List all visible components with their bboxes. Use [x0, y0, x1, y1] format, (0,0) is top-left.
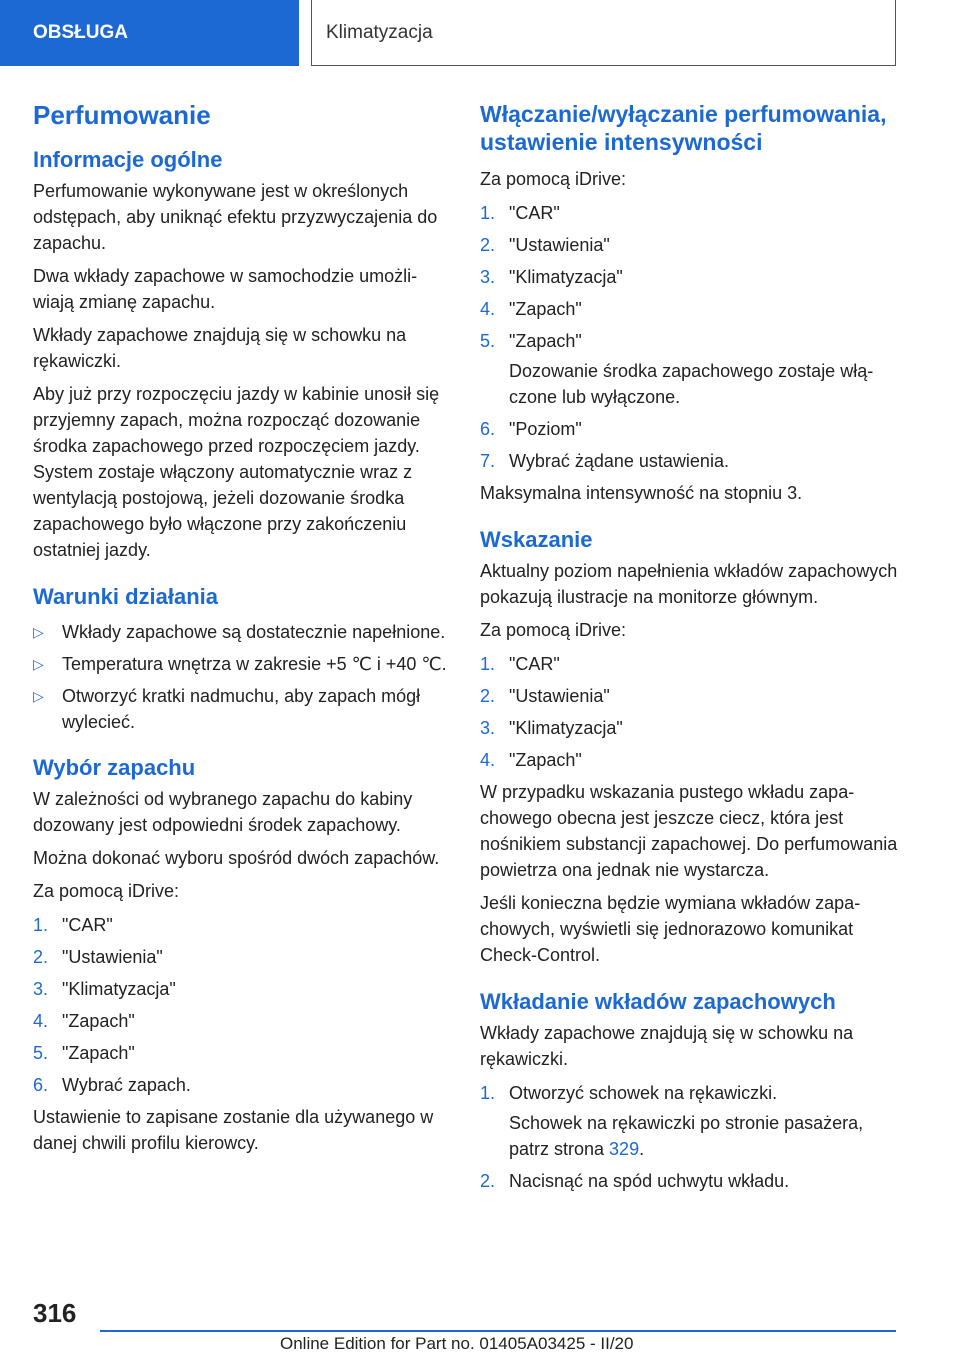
heading-insert: Wkładanie wkładów zapachowych: [480, 988, 836, 1014]
heading-display: Wskazanie: [480, 527, 593, 553]
step-item: 6. Wybrać zapach.: [33, 1074, 191, 1095]
heading-choice: Wybór zapachu: [33, 754, 196, 780]
conditions-list: [33, 619, 451, 735]
paragraph: Aktualny poziom napełnienia wkładów zapachowych pokazują ilustracje na monitorze głównym.: [480, 560, 898, 607]
step-item: 4. "Zapach": [480, 749, 582, 770]
paragraph: Jeśli konieczna będzie wymiana wkładów zapachowych, wyświetli się jednorazowo komunikat Check-Control.: [480, 892, 861, 965]
paragraph: Aby już przy rozpoczęciu jazdy w kabinie unosił się przyjemny zapach, można rozpocząć dozowanie środka zapachowego przed rozpoczęciem jazdy. System zostaje włączony automatycznie wraz z wentylacją postojową, jeżeli dozowanie środka zapachowego było włączone przy zakończeniu ostatniej jazdy.: [33, 384, 440, 561]
footer-edition: Online Edition for Part no. 01405A03425 - II/20: [280, 1334, 634, 1353]
paragraph: Perfumowanie wykonywane jest w określonych odstępach, aby uniknąć efektu przyzwyczajenia do zapachu.: [33, 181, 438, 254]
step-item: 2. "Ustawienia": [480, 235, 610, 256]
step-item: 3. "Klimatyzacja": [480, 267, 623, 288]
bullet-triangle-icon: ▷: [33, 687, 44, 704]
paragraph: Za pomocą iDrive:: [480, 169, 627, 190]
list-item: ▷ Wkłady zapachowe są dostatecznie napełnione.: [33, 619, 451, 645]
section-tab: [0, 0, 299, 66]
chapter-label: Klimatyzacja: [326, 21, 433, 43]
paragraph: Maksymalna intensywność na stopniu 3.: [480, 483, 803, 504]
step-item: 3. "Klimatyzacja": [33, 978, 176, 999]
section-label: OBSŁUGA: [33, 22, 128, 43]
page-reference-link[interactable]: 329: [609, 1138, 640, 1159]
paragraph: Wkłady zapachowe znajdują się w schowku na rękawiczki.: [480, 1022, 854, 1069]
paragraph: Można dokonać wyboru spośród dwóch zapachów.: [33, 847, 440, 868]
step-item: 1. Otworzyć schowek na rękawiczki. Schowek na rękawiczki po stronie pasażera, patrz strona 329.: [480, 1080, 900, 1162]
paragraph: Za pomocą iDrive:: [33, 880, 180, 901]
left-column: [33, 100, 451, 1163]
bullet-triangle-icon: ▷: [33, 623, 44, 640]
step-item: 2. Nacisnąć na spód uchwytu wkładu.: [480, 1170, 790, 1191]
page-header: [0, 0, 960, 66]
step-item: 4. "Zapach": [33, 1010, 135, 1031]
choice-steps: [33, 912, 451, 1098]
list-item: ▷ Temperatura wnętrza w zakresie +5 ℃ i +40 ℃.: [33, 651, 451, 677]
list-item: ▷ Otworzyć kratki nadmuchu, aby zapach mógł wylecieć.: [33, 683, 451, 735]
heading-onoff: Włączanie/wyłączanie perfumowania, ustawienie intensywności: [480, 101, 887, 156]
step-item: 1. "CAR": [480, 203, 560, 224]
step-note: Dozowanie środka zapachowego zostaje włączone lub wyłączone.: [509, 361, 874, 408]
onoff-steps: [480, 200, 900, 474]
heading-conditions: Warunki działania: [33, 584, 219, 610]
step-item: 1. "CAR": [33, 914, 113, 935]
heading-general: Informacje ogólne: [33, 147, 223, 173]
step-item: 2. "Ustawienia": [480, 685, 610, 706]
chapter-tab: [311, 0, 896, 66]
step-item: 4. "Zapach": [480, 299, 582, 320]
step-item: 5. "Zapach": [33, 1042, 135, 1063]
step-note: Schowek na rękawiczki po stronie pasażera, patrz strona 329.: [509, 1112, 864, 1159]
right-column: [480, 100, 900, 1200]
paragraph: Wkłady zapachowe znajdują się w schowku na rękawiczki.: [33, 325, 407, 372]
paragraph: Za pomocą iDrive:: [480, 619, 627, 640]
paragraph: Ustawienie to zapisane zostanie dla używanego w danej chwili profilu kierowcy.: [33, 1106, 434, 1153]
step-item: 7. Wybrać żądane ustawienia.: [480, 451, 729, 472]
paragraph: Dwa wkłady zapachowe w samochodzie umożliwiają zmianę zapachu.: [33, 266, 418, 313]
bullet-triangle-icon: ▷: [33, 655, 44, 672]
paragraph: W przypadku wskazania pustego wkładu zapachowego obecna jest jeszcze ciecz, która jest nośnikiem substancji zapachowej. Do perfumowania powietrza ona jednak nie wystarcza.: [480, 781, 898, 880]
page-title: Perfumowanie: [33, 100, 211, 130]
step-item: 2. "Ustawienia": [33, 946, 163, 967]
step-item: 6. "Poziom": [480, 419, 582, 440]
step-item: 1. "CAR": [480, 653, 560, 674]
page-number: 316: [33, 1298, 77, 1328]
step-item: 3. "Klimatyzacja": [480, 717, 623, 738]
display-steps: [480, 651, 900, 773]
paragraph: W zależności od wybranego zapachu do kabiny dozowany jest odpowiedni środek zapachowy.: [33, 788, 413, 835]
footer-divider: [100, 1330, 896, 1332]
step-item: 5. "Zapach" Dozowanie środka zapachowego zostaje włączone lub wyłączone.: [480, 328, 900, 410]
insert-steps: [480, 1080, 900, 1194]
